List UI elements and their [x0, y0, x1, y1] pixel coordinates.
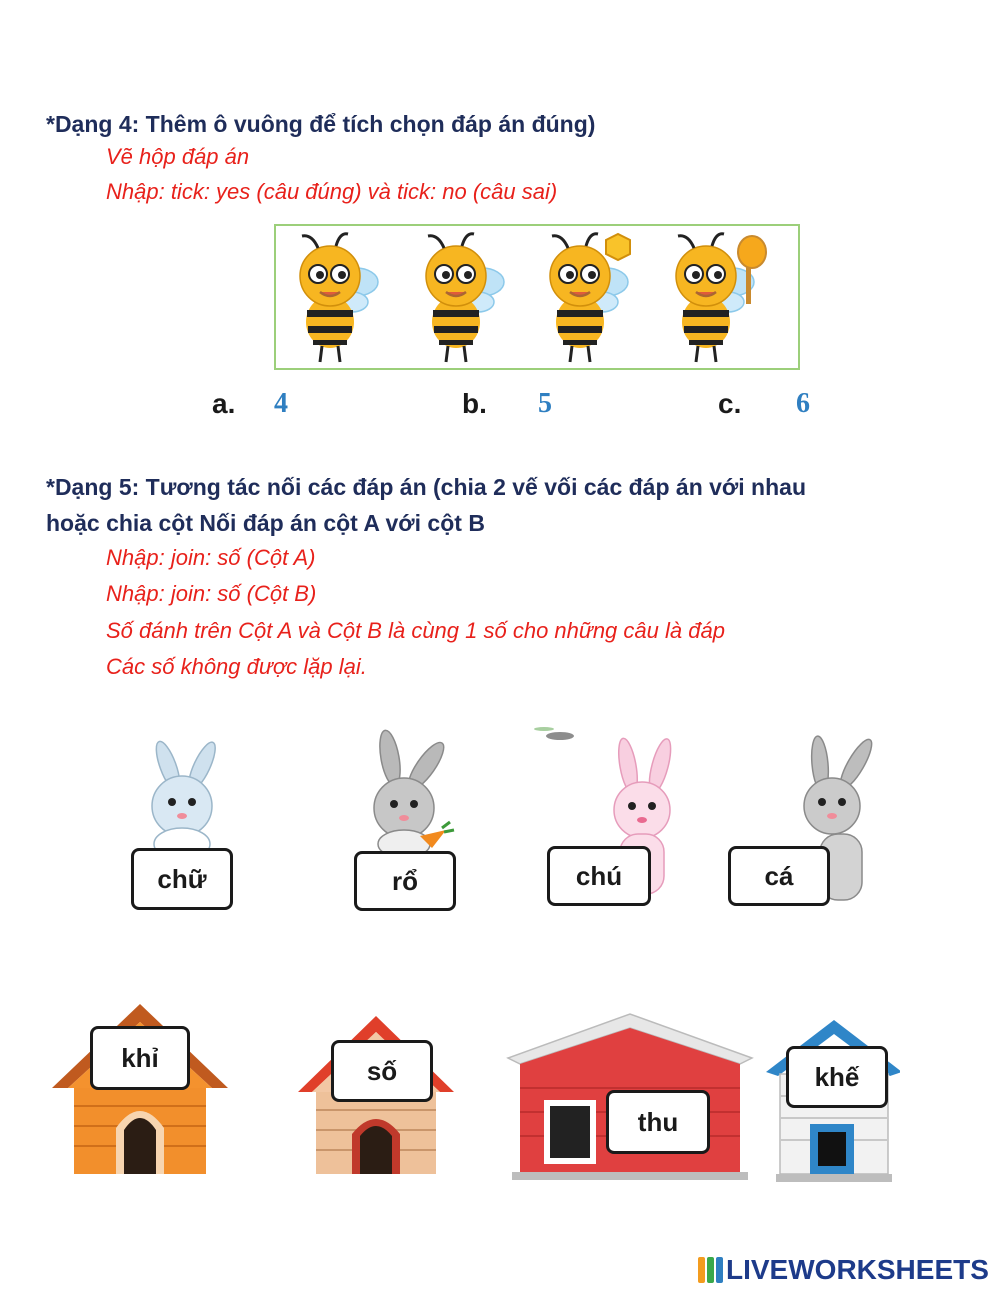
house-word-2[interactable]: số: [331, 1040, 433, 1102]
section5-instruction-2: Nhập: join: số (Cột B): [106, 581, 317, 606]
section5-instruction-4: Các số không được lặp lại.: [106, 654, 367, 679]
option-b-label: b.: [462, 388, 487, 419]
rabbit-word-4[interactable]: cá: [728, 846, 830, 906]
rabbit-word-3[interactable]: chú: [547, 846, 651, 906]
liveworksheets-logo: [698, 1254, 989, 1286]
bee-image-box: [274, 224, 800, 370]
section4-heading: *Dạng 4: Thêm ô vuông để tích chọn đáp án đúng): [46, 111, 596, 137]
rabbit-word-1[interactable]: chữ: [131, 848, 233, 910]
option-a-label: a.: [212, 388, 236, 419]
section5-instruction-1: Nhập: join: số (Cột A): [106, 545, 316, 570]
option-b-value[interactable]: 5: [538, 388, 552, 419]
house-word-1[interactable]: khỉ: [90, 1026, 190, 1090]
liveworksheets-logo-icon: [698, 1257, 724, 1283]
option-c-label: c.: [718, 388, 742, 419]
section5-heading-line1: *Dạng 5: Tương tác nối các đáp án (chia 2 vế vối các đáp án với nhau: [46, 474, 806, 500]
houses-illustration: [50, 996, 900, 1186]
section5-heading-line2: hoặc chia cột Nối đáp án cột A với cột B: [46, 510, 485, 536]
liveworksheets-logo-text: LIVEWORKSHEETS: [726, 1254, 989, 1285]
house-word-4[interactable]: khế: [786, 1046, 888, 1108]
house-word-3[interactable]: thu: [606, 1090, 710, 1154]
option-a-value[interactable]: 4: [274, 388, 288, 419]
bees-illustration: [276, 226, 798, 368]
section4-instruction-2: Nhập: tick: yes (câu đúng) và tick: no (câu sai): [106, 179, 558, 204]
rabbit-word-2[interactable]: rổ: [354, 851, 456, 911]
option-c-value[interactable]: 6: [796, 388, 810, 419]
section4-instruction-1: Vẽ hộp đáp án: [106, 144, 250, 169]
section5-instruction-3: Số đánh trên Cột A và Cột B là cùng 1 số cho những câu là đáp: [106, 618, 725, 643]
